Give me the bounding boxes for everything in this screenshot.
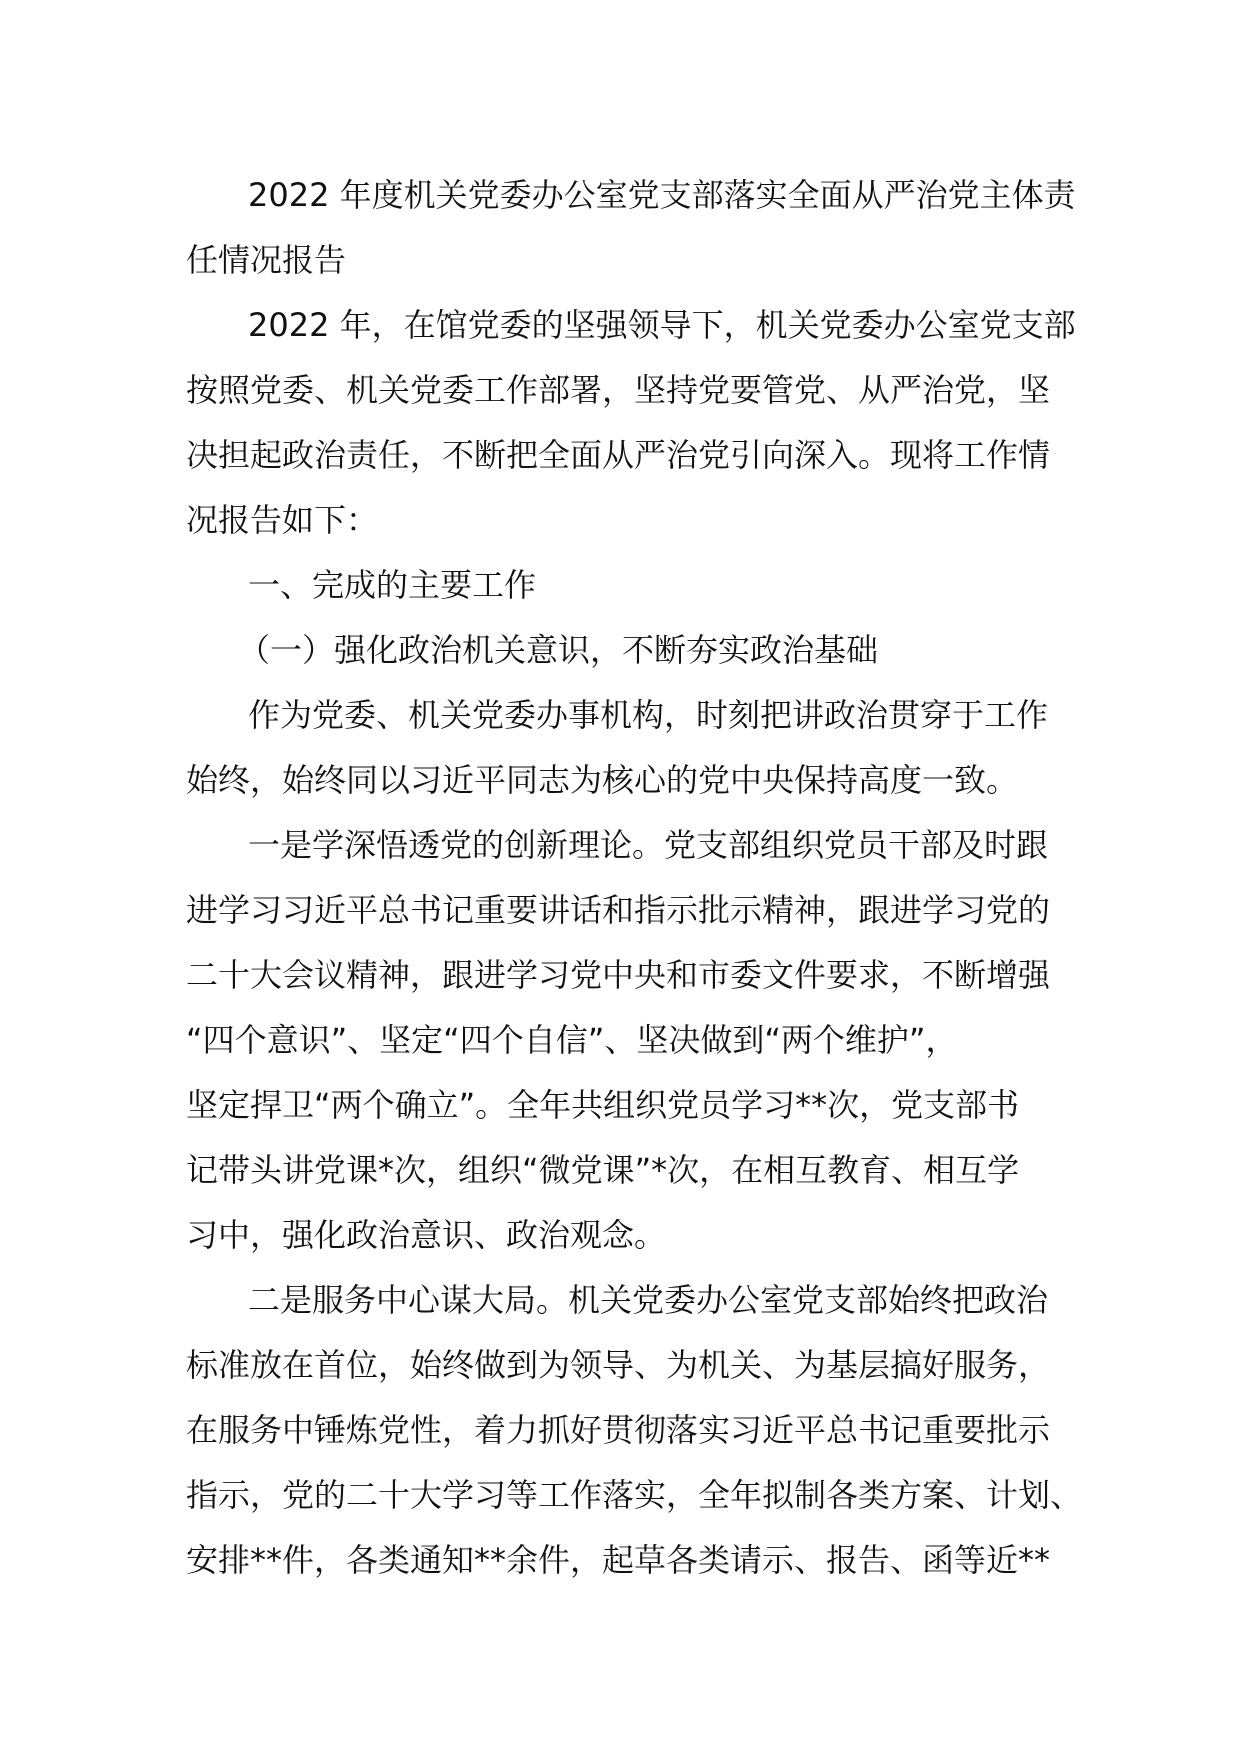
report-title-line-1: 2022 年度机关党委办公室党支部落实全面从严治党主体责	[248, 176, 1076, 214]
body-paragraph-line: 一是学深悟透党的创新理论。党支部组织党员干部及时跟	[248, 826, 1049, 864]
body-paragraph-line: 坚定捍卫“两个确立”。全年共组织党员学习**次，党支部书	[186, 1086, 1020, 1124]
body-paragraph-line: 进学习习近平总书记重要讲话和指示批示精神，跟进学习党的	[186, 891, 1051, 929]
intro-paragraph-line: 按照党委、机关党委工作部署，坚持党要管党、从严治党，坚	[186, 371, 1051, 409]
body-paragraph-line: 在服务中锤炼党性，着力抓好贯彻落实习近平总书记重要批示	[186, 1411, 1051, 1449]
report-title-line-2: 任情况报告	[186, 241, 347, 279]
document-body	[186, 163, 1083, 1593]
intro-paragraph-line: 决担起政治责任，不断把全面从严治党引向深入。现将工作情	[186, 436, 1051, 474]
body-paragraph-line: 指示，党的二十大学习等工作落实，全年拟制各类方案、计划、	[186, 1476, 1083, 1514]
section-heading: 一、完成的主要工作	[248, 566, 537, 604]
body-paragraph-line: 二是服务中心谋大局。机关党委办公室党支部始终把政治	[248, 1281, 1049, 1319]
body-paragraph-line: 作为党委、机关党委办事机构，时刻把讲政治贯穿于工作	[248, 696, 1049, 734]
body-paragraph-line: 二十大会议精神，跟进学习党中央和市委文件要求，不断增强	[186, 956, 1051, 994]
body-paragraph-line: 始终，始终同以习近平同志为核心的党中央保持高度一致。	[186, 761, 1019, 799]
body-paragraph-line: 标准放在首位，始终做到为领导、为机关、为基层搞好服务，	[186, 1346, 1051, 1384]
intro-paragraph-line: 况报告如下：	[186, 501, 379, 539]
body-paragraph-line: 习中，强化政治意识、政治观念。	[186, 1216, 667, 1254]
body-paragraph-line: 安排**件，各类通知**余件，起草各类请示、报告、函等近**	[186, 1541, 1051, 1579]
subsection-heading: （一）强化政治机关意识，不断夯实政治基础	[238, 631, 879, 669]
intro-paragraph-line: 2022 年，在馆党委的坚强领导下，机关党委办公室党支部	[248, 306, 1076, 344]
body-paragraph-line: 记带头讲党课*次，组织“微党课”*次，在相互教育、相互学	[186, 1151, 1020, 1189]
body-paragraph-line: “四个意识”、坚定“四个自信”、坚决做到“两个维护”，	[186, 1021, 958, 1059]
